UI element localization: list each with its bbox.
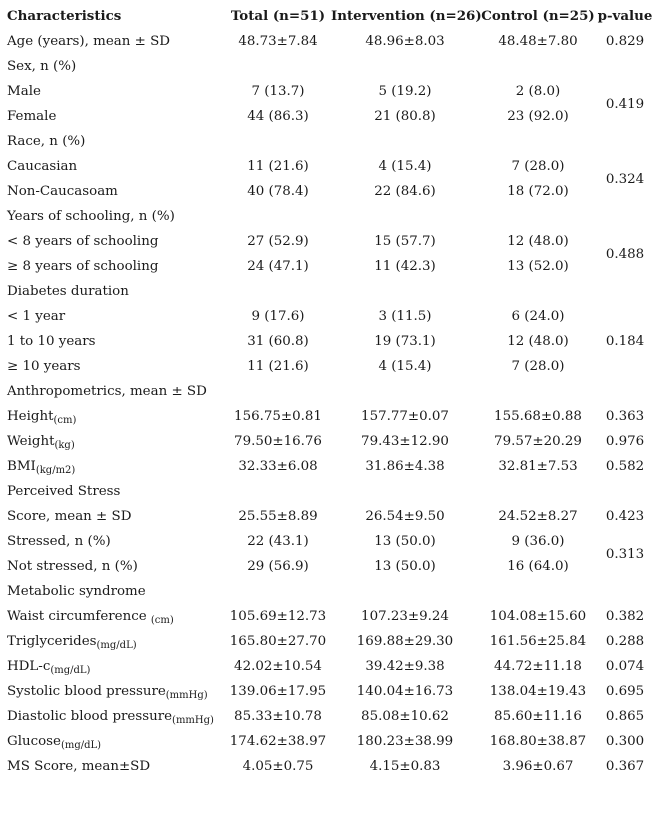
cell-total: 48.73±7.84: [238, 34, 318, 49]
row-label-cell: [7, 579, 225, 604]
cell-p-value: 0.382: [605, 609, 645, 624]
row-label-cell: [7, 604, 225, 629]
cell-p-value: [597, 204, 653, 229]
characteristics-table: [7, 4, 653, 779]
table-row: [7, 279, 653, 304]
cell-intervention: 79.43±12.90: [361, 434, 449, 449]
cell-control: 138.04±19.43: [489, 684, 587, 699]
cell-control: 23 (92.0): [507, 109, 569, 124]
row-label-cell: [7, 554, 225, 579]
table-row: [7, 454, 653, 479]
cell-total: 7 (13.7): [251, 84, 305, 99]
cell-control: 18 (72.0): [507, 184, 569, 199]
cell-control: [479, 579, 597, 604]
cell-intervention: 48.96±8.03: [365, 34, 445, 49]
row-label-cell: [7, 279, 225, 304]
cell-p-value: 0.363: [605, 409, 645, 424]
cell-total: [225, 379, 331, 404]
cell-total: [225, 54, 331, 79]
cell-p-value: 0.865: [605, 709, 645, 724]
table-row: [7, 404, 653, 429]
cell-intervention: 4 (15.4): [378, 159, 432, 174]
table-row: [7, 529, 653, 554]
row-label-cell: [7, 229, 225, 254]
table-row: [7, 154, 653, 179]
row-label: Age (years), mean ± SD: [7, 34, 171, 49]
cell-intervention: 15 (57.7): [374, 234, 436, 249]
cell-p-value: 0.423: [605, 509, 645, 524]
table-row: [7, 479, 653, 504]
row-label-cell: [7, 529, 225, 554]
cell-p-value: 0.184: [605, 334, 645, 349]
cell-total: 4.05±0.75: [242, 759, 314, 774]
cell-total: 25.55±8.89: [238, 509, 318, 524]
cell-control: 9 (36.0): [511, 534, 565, 549]
cell-p-value: 0.288: [605, 634, 645, 649]
table-row: [7, 679, 653, 704]
row-label: HDL-c: [7, 659, 51, 674]
cell-control: 85.60±11.16: [494, 709, 582, 724]
cell-total: 32.33±6.08: [238, 459, 318, 474]
cell-p-value: 0.829: [605, 34, 645, 49]
cell-p-value: [597, 279, 653, 304]
row-unit: (cm): [150, 615, 174, 626]
table-row: [7, 79, 653, 104]
cell-intervention: 4 (15.4): [378, 359, 432, 374]
row-label: Non-Caucasoam: [7, 184, 118, 199]
cell-total: 139.06±17.95: [229, 684, 327, 699]
cell-total: 22 (43.1): [247, 534, 309, 549]
row-unit: (mmHg): [172, 715, 214, 726]
row-unit: (kg): [54, 440, 75, 451]
row-label-cell: [7, 304, 225, 329]
row-label-cell: [7, 129, 225, 154]
cell-p-value: 0.324: [605, 171, 645, 187]
cell-p-value: [597, 129, 653, 154]
table-row: [7, 754, 653, 779]
row-label: Years of schooling, n (%): [7, 209, 175, 224]
cell-intervention: [331, 479, 479, 504]
cell-intervention: 26.54±9.50: [365, 509, 445, 524]
table-row: [7, 429, 653, 454]
cell-control: 48.48±7.80: [498, 34, 578, 49]
header-p-value: p-value: [597, 8, 653, 24]
row-label: Score, mean ± SD: [7, 509, 132, 524]
row-label: Diabetes duration: [7, 284, 129, 299]
cell-control: 161.56±25.84: [489, 634, 587, 649]
row-label: BMI: [7, 459, 36, 474]
cell-control: 12 (48.0): [507, 234, 569, 249]
cell-total: [225, 204, 331, 229]
row-label: Weight: [7, 434, 55, 449]
cell-p-value: [597, 579, 653, 604]
row-label-cell: [7, 504, 225, 529]
cell-total: 165.80±27.70: [229, 634, 327, 649]
header-intervention: Intervention (n=26): [331, 8, 482, 24]
cell-control: 168.80±38.87: [489, 734, 587, 749]
cell-intervention: 11 (42.3): [374, 259, 436, 274]
table-row: [7, 579, 653, 604]
row-label: < 8 years of schooling: [7, 234, 159, 249]
row-label-cell: [7, 329, 225, 354]
cell-control: 3.96±0.67: [502, 759, 574, 774]
row-label: ≥ 8 years of schooling: [7, 259, 159, 274]
cell-intervention: 22 (84.6): [374, 184, 436, 199]
cell-p-value: 0.976: [605, 434, 645, 449]
cell-total: 9 (17.6): [251, 309, 305, 324]
cell-intervention: [331, 279, 479, 304]
row-label-cell: [7, 29, 225, 54]
table-body: [7, 29, 653, 779]
cell-total: 40 (78.4): [247, 184, 309, 199]
cell-p-value: [597, 379, 653, 404]
cell-control: [479, 54, 597, 79]
cell-control: [479, 379, 597, 404]
cell-p-value: 0.695: [605, 684, 645, 699]
cell-p-value: 0.367: [605, 759, 645, 774]
row-unit: (mg/dL): [96, 640, 137, 651]
row-label-cell: [7, 679, 225, 704]
cell-control: [479, 204, 597, 229]
cell-intervention: [331, 379, 479, 404]
cell-total: 85.33±10.78: [234, 709, 322, 724]
cell-total: [225, 279, 331, 304]
table-row: [7, 354, 653, 379]
cell-total: 27 (52.9): [247, 234, 309, 249]
cell-intervention: [331, 54, 479, 79]
cell-p-value: 0.488: [605, 246, 645, 262]
cell-total: 105.69±12.73: [229, 609, 327, 624]
row-label: Waist circumference: [7, 609, 151, 624]
table-row: [7, 654, 653, 679]
row-label-cell: [7, 754, 225, 779]
row-label-cell: [7, 204, 225, 229]
row-unit: (kg/m2): [35, 465, 76, 476]
table-row: [7, 729, 653, 754]
cell-intervention: 39.42±9.38: [365, 659, 445, 674]
cell-control: 155.68±0.88: [494, 409, 582, 424]
cell-total: 11 (21.6): [247, 159, 309, 174]
row-label-cell: [7, 154, 225, 179]
header-control: Control (n=25): [481, 8, 595, 24]
table-row: [7, 204, 653, 229]
cell-control: 13 (52.0): [507, 259, 569, 274]
cell-total: 24 (47.1): [247, 259, 309, 274]
table-row: [7, 704, 653, 729]
cell-p-value: 0.074: [605, 659, 645, 674]
cell-intervention: [331, 204, 479, 229]
cell-intervention: 31.86±4.38: [365, 459, 445, 474]
table-row: [7, 29, 653, 54]
table-row: [7, 379, 653, 404]
cell-intervention: 5 (19.2): [378, 84, 432, 99]
row-label-cell: [7, 104, 225, 129]
cell-intervention: 140.04±16.73: [356, 684, 454, 699]
cell-intervention: 107.23±9.24: [361, 609, 449, 624]
cell-total: 44 (86.3): [247, 109, 309, 124]
row-label-cell: [7, 254, 225, 279]
cell-total: 42.02±10.54: [234, 659, 322, 674]
header-row: [7, 4, 653, 29]
row-label-cell: [7, 654, 225, 679]
row-label: Male: [7, 84, 41, 99]
cell-intervention: 4.15±0.83: [369, 759, 441, 774]
cell-total: 11 (21.6): [247, 359, 309, 374]
row-label: Metabolic syndrome: [7, 584, 146, 599]
row-label: Anthropometrics, mean ± SD: [7, 384, 207, 399]
row-label-cell: [7, 479, 225, 504]
header-characteristics: Characteristics: [7, 8, 122, 24]
cell-intervention: 169.88±29.30: [356, 634, 454, 649]
row-label: MS Score, mean±SD: [7, 759, 151, 774]
cell-intervention: 157.77±0.07: [361, 409, 449, 424]
cell-total: [225, 479, 331, 504]
cell-control: 16 (64.0): [507, 559, 569, 574]
cell-intervention: 19 (73.1): [374, 334, 436, 349]
row-label: Sex, n (%): [7, 59, 77, 74]
cell-control: 44.72±11.18: [494, 659, 582, 674]
cell-control: 2 (8.0): [515, 84, 561, 99]
cell-total: 29 (56.9): [247, 559, 309, 574]
table-row: [7, 229, 653, 254]
cell-control: [479, 479, 597, 504]
cell-intervention: [331, 579, 479, 604]
cell-total: 156.75±0.81: [234, 409, 322, 424]
table-row: [7, 604, 653, 629]
row-label: Race, n (%): [7, 134, 86, 149]
row-label-cell: [7, 179, 225, 204]
row-label: Systolic blood pressure: [7, 684, 166, 699]
cell-control: 32.81±7.53: [498, 459, 578, 474]
cell-control: 12 (48.0): [507, 334, 569, 349]
table-row: [7, 304, 653, 329]
cell-total: 174.62±38.97: [229, 734, 327, 749]
table-row: [7, 254, 653, 279]
row-unit: (mg/dL): [50, 665, 91, 676]
cell-control: 7 (28.0): [511, 359, 565, 374]
row-unit: (cm): [53, 415, 77, 426]
row-label: Diastolic blood pressure: [7, 709, 173, 724]
cell-control: 24.52±8.27: [498, 509, 578, 524]
cell-p-value: 0.313: [605, 546, 645, 562]
row-label-cell: [7, 354, 225, 379]
row-unit: (mg/dL): [60, 740, 102, 751]
header-total: Total (n=51): [230, 8, 326, 24]
table-row: [7, 179, 653, 204]
cell-total: [225, 579, 331, 604]
row-label: Stressed, n (%): [7, 534, 111, 549]
cell-control: 6 (24.0): [511, 309, 565, 324]
row-label-cell: [7, 704, 225, 729]
table-row: [7, 329, 653, 354]
cell-p-value: 0.582: [605, 459, 645, 474]
row-label-cell: [7, 454, 225, 479]
cell-control: 7 (28.0): [511, 159, 565, 174]
cell-total: [225, 129, 331, 154]
table-row: [7, 504, 653, 529]
cell-intervention: 21 (80.8): [374, 109, 436, 124]
row-label: ≥ 10 years: [7, 359, 81, 374]
row-label-cell: [7, 729, 225, 754]
row-label: Glucose: [7, 734, 61, 749]
cell-p-value: [597, 479, 653, 504]
cell-control: 79.57±20.29: [494, 434, 582, 449]
row-label: Not stressed, n (%): [7, 559, 138, 574]
row-label: 1 to 10 years: [7, 334, 96, 349]
row-label-cell: [7, 54, 225, 79]
row-label: Triglycerides: [7, 634, 97, 649]
row-label: < 1 year: [7, 309, 66, 324]
cell-control: [479, 129, 597, 154]
cell-intervention: 13 (50.0): [374, 559, 436, 574]
table-row: [7, 54, 653, 79]
cell-control: [479, 279, 597, 304]
table-row: [7, 554, 653, 579]
table-row: [7, 629, 653, 654]
cell-intervention: 3 (11.5): [378, 309, 432, 324]
cell-control: 104.08±15.60: [489, 609, 587, 624]
table-row: [7, 129, 653, 154]
cell-total: 31 (60.8): [247, 334, 309, 349]
row-label-cell: [7, 79, 225, 104]
cell-intervention: [331, 129, 479, 154]
row-label-cell: [7, 629, 225, 654]
cell-intervention: 13 (50.0): [374, 534, 436, 549]
cell-total: 79.50±16.76: [234, 434, 322, 449]
row-label: Perceived Stress: [7, 484, 121, 499]
table-row: [7, 104, 653, 129]
row-label: Height: [7, 409, 54, 424]
cell-p-value: 0.419: [605, 96, 645, 112]
cell-intervention: 180.23±38.99: [356, 734, 454, 749]
row-label-cell: [7, 429, 225, 454]
cell-p-value: 0.300: [605, 734, 645, 749]
row-unit: (mmHg): [165, 690, 208, 701]
cell-p-value: [597, 54, 653, 79]
row-label: Female: [7, 109, 57, 124]
row-label: Caucasian: [7, 159, 78, 174]
row-label-cell: [7, 404, 225, 429]
cell-intervention: 85.08±10.62: [361, 709, 449, 724]
row-label-cell: [7, 379, 225, 404]
